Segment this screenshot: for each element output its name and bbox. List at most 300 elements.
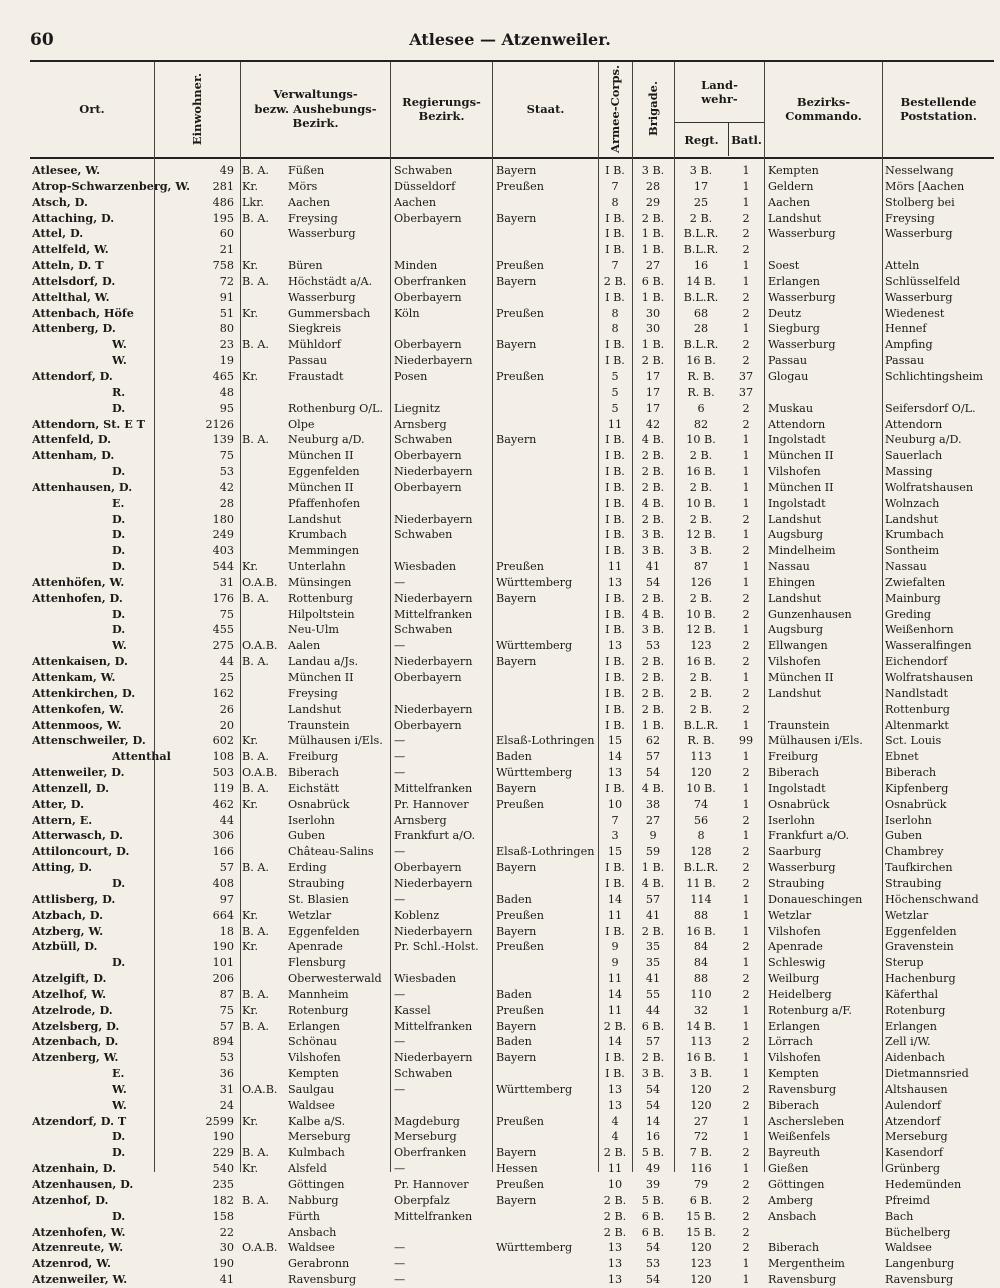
cell-einwohner: 139 bbox=[212, 433, 234, 447]
cell-regt: 10 B. bbox=[686, 496, 716, 510]
cell-batl: 2 bbox=[742, 1241, 750, 1255]
table-row bbox=[30, 987, 994, 1003]
cell-bezirk-typ: B. A. bbox=[242, 1146, 269, 1160]
cell-ort: Attenkaisen, D. bbox=[32, 654, 128, 669]
cell-verwaltung: Oberwesterwald bbox=[288, 972, 382, 986]
cell-verwaltung: Alsfeld bbox=[288, 1162, 327, 1176]
cell-brigade: 44 bbox=[645, 1003, 661, 1017]
cell-batl: 2 bbox=[742, 1178, 750, 1191]
cell-armee: I B. bbox=[605, 1051, 625, 1065]
cell-armee: 2 B. bbox=[603, 1146, 627, 1160]
cell-batl: 1 bbox=[742, 449, 750, 463]
cell-staat: Bayern bbox=[496, 274, 537, 288]
cell-verwaltung: Pfaffenhofen bbox=[288, 496, 361, 510]
cell-verwaltung: Krumbach bbox=[288, 528, 347, 542]
cell-verwaltung: Château-Salins bbox=[288, 845, 374, 859]
table-row bbox=[30, 686, 994, 702]
cell-regt: 12 B. bbox=[686, 623, 716, 637]
cell-batl: 1 bbox=[742, 528, 750, 542]
cell-regt: B.L.R. bbox=[683, 290, 719, 304]
cell-verwaltung: Hilpoltstein bbox=[288, 607, 355, 621]
cell-ort: Atzenrod, W. bbox=[32, 1256, 111, 1271]
cell-staat: Bayern bbox=[496, 924, 537, 938]
table-row bbox=[30, 718, 994, 734]
table-row bbox=[30, 353, 994, 369]
cell-post: Krumbach bbox=[885, 528, 944, 542]
cell-regt: 123 bbox=[690, 1257, 712, 1271]
table-row bbox=[30, 971, 994, 987]
cell-armee: 15 bbox=[607, 845, 623, 859]
cell-verwaltung: Wetzlar bbox=[288, 908, 332, 922]
cell-batl: 1 bbox=[742, 465, 750, 479]
cell-verwaltung: Kulmbach bbox=[288, 1146, 345, 1160]
column-divider bbox=[492, 62, 493, 1172]
cell-regt: 12 B. bbox=[686, 528, 716, 542]
cell-ort: Atzenbach, D. bbox=[32, 1034, 119, 1049]
cell-brigade: 53 bbox=[645, 1257, 661, 1271]
table-row bbox=[30, 622, 994, 638]
cell-bezirk-typ: B. A. bbox=[242, 1193, 269, 1207]
cell-brigade: 16 bbox=[645, 1130, 661, 1144]
cell-staat: Bayern bbox=[496, 1146, 537, 1160]
cell-regierung: Oberpfalz bbox=[394, 1193, 450, 1207]
table-row bbox=[30, 226, 994, 242]
cell-regierung: Frankfurt a/O. bbox=[394, 829, 476, 843]
cell-einwohner: 455 bbox=[212, 623, 234, 637]
cell-post: Büchelberg bbox=[885, 1225, 951, 1239]
cell-staat: Baden bbox=[496, 987, 532, 1001]
cell-batl: 2 bbox=[742, 607, 750, 621]
cell-verwaltung: Freysing bbox=[288, 686, 338, 700]
cell-regt: 116 bbox=[690, 1162, 712, 1176]
cell-regt: 16 B. bbox=[686, 1051, 716, 1065]
cell-armee: 13 bbox=[607, 1273, 623, 1287]
cell-ort: Attenham, D. bbox=[32, 448, 115, 463]
cell-armee: 11 bbox=[607, 1162, 623, 1176]
cell-regt: 2 B. bbox=[689, 480, 713, 494]
cell-kommando: Gießen bbox=[768, 1162, 809, 1176]
cell-regierung: Niederbayern bbox=[394, 591, 473, 605]
cell-batl: 2 bbox=[742, 876, 750, 890]
cell-regierung: Köln bbox=[394, 306, 420, 320]
cell-einwohner: 540 bbox=[212, 1162, 234, 1176]
cell-batl: 2 bbox=[742, 1098, 750, 1112]
cell-armee: 14 bbox=[607, 892, 623, 906]
col-armee bbox=[598, 62, 632, 156]
cell-einwohner: 28 bbox=[219, 496, 234, 510]
cell-regt: R. B. bbox=[687, 369, 715, 383]
cell-verwaltung: Ansbach bbox=[288, 1225, 337, 1239]
cell-ort: Atterwasch, D. bbox=[32, 828, 123, 843]
cell-ort: R. bbox=[112, 384, 126, 399]
cell-bezirk-typ: O.A.B. bbox=[242, 1082, 278, 1096]
cell-armee: I B. bbox=[605, 211, 625, 225]
cell-bezirk-typ: B. A. bbox=[242, 781, 269, 795]
cell-ort: D. bbox=[112, 400, 126, 415]
col-ort: Ort. bbox=[79, 101, 105, 116]
cell-brigade: 6 B. bbox=[641, 1209, 665, 1223]
cell-batl: 1 bbox=[742, 1162, 750, 1176]
cell-staat: Württemberg bbox=[496, 1082, 573, 1096]
cell-batl: 1 bbox=[742, 671, 750, 684]
cell-einwohner: 97 bbox=[219, 892, 234, 906]
cell-regt: 88 bbox=[693, 972, 709, 986]
cell-verwaltung: München II bbox=[288, 449, 354, 463]
cell-brigade: 17 bbox=[645, 385, 661, 399]
cell-regt: 74 bbox=[693, 797, 709, 811]
cell-verwaltung: Nabburg bbox=[288, 1193, 339, 1207]
table-row bbox=[30, 797, 994, 813]
cell-armee: I B. bbox=[605, 544, 625, 558]
cell-post: Taufkirchen bbox=[885, 861, 953, 875]
cell-regierung: Oberbayern bbox=[394, 861, 462, 875]
cell-verwaltung: Freiburg bbox=[288, 750, 339, 764]
col-kommando: Bezirks- Commando. bbox=[764, 62, 882, 156]
cell-armee: 11 bbox=[607, 972, 623, 986]
cell-einwohner: 158 bbox=[212, 1209, 234, 1223]
cell-kommando: Donaueschingen bbox=[768, 892, 863, 906]
table-row bbox=[30, 401, 994, 417]
cell-ort: Attendorn, St. E T bbox=[32, 416, 145, 431]
cell-kommando: Aachen bbox=[768, 195, 811, 209]
cell-ort: W. bbox=[112, 353, 127, 368]
cell-post: Hennef bbox=[885, 322, 927, 336]
cell-bezirk-typ: B. A. bbox=[242, 338, 269, 352]
cell-regt: 2 B. bbox=[689, 449, 713, 463]
cell-einwohner: 190 bbox=[212, 1130, 234, 1144]
cell-kommando: Weilburg bbox=[768, 972, 820, 986]
cell-kommando: Geldern bbox=[768, 179, 814, 193]
cell-verwaltung: Biberach bbox=[288, 766, 340, 780]
cell-regt: 11 B. bbox=[686, 876, 716, 890]
cell-staat: Preußen bbox=[496, 306, 545, 320]
cell-kommando: Wasserburg bbox=[768, 338, 836, 352]
cell-regt: 16 B. bbox=[686, 354, 716, 368]
cell-verwaltung: Wasserburg bbox=[288, 227, 356, 241]
cell-regt: 88 bbox=[693, 908, 709, 922]
cell-post: Altshausen bbox=[885, 1082, 948, 1096]
cell-bezirk-typ: Kr. bbox=[242, 734, 259, 748]
cell-brigade: 57 bbox=[645, 892, 661, 906]
cell-ort: E. bbox=[112, 1066, 125, 1081]
cell-post: Wasseralfingen bbox=[885, 639, 972, 653]
cell-post: Kipfenberg bbox=[885, 781, 949, 795]
cell-regierung: Niederbayern bbox=[394, 465, 473, 479]
cell-regierung: — bbox=[394, 639, 406, 653]
cell-regierung: Schwaben bbox=[394, 433, 453, 447]
cell-ort: Attern, E. bbox=[32, 812, 93, 827]
cell-batl: 2 bbox=[742, 813, 750, 827]
cell-verwaltung: München II bbox=[288, 671, 354, 684]
cell-bezirk-typ: B. A. bbox=[242, 750, 269, 764]
cell-kommando: Ellwangen bbox=[768, 639, 828, 653]
cell-post: Iserlohn bbox=[885, 813, 932, 827]
cell-regierung: Oberfranken bbox=[394, 1146, 467, 1160]
cell-armee: 2 B. bbox=[603, 1193, 627, 1207]
cell-kommando: Vilshofen bbox=[768, 465, 821, 479]
cell-einwohner: 57 bbox=[219, 1019, 234, 1033]
table-row bbox=[30, 417, 994, 433]
table-row bbox=[30, 1161, 994, 1177]
cell-regierung: Niederbayern bbox=[394, 924, 473, 938]
cell-post: Rotenburg bbox=[885, 1003, 946, 1017]
table-row bbox=[30, 369, 994, 385]
cell-post: Ampfing bbox=[885, 338, 933, 352]
cell-brigade: 54 bbox=[645, 1082, 661, 1096]
cell-batl: 2 bbox=[742, 1209, 750, 1223]
table-row bbox=[30, 638, 994, 654]
cell-kommando: Biberach bbox=[768, 1241, 820, 1255]
cell-brigade: 4 B. bbox=[641, 876, 665, 890]
table-row bbox=[30, 337, 994, 353]
cell-einwohner: 108 bbox=[212, 750, 234, 764]
cell-kommando: Traunstein bbox=[768, 718, 830, 732]
cell-armee: 2 B. bbox=[603, 1019, 627, 1033]
cell-einwohner: 20 bbox=[219, 718, 234, 732]
cell-brigade: 1 B. bbox=[641, 290, 665, 304]
cell-ort: Atteln, D. T bbox=[32, 258, 104, 273]
cell-brigade: 2 B. bbox=[641, 655, 665, 669]
cell-brigade: 49 bbox=[645, 1162, 661, 1176]
cell-kommando: Vilshofen bbox=[768, 1051, 821, 1065]
cell-regt: 17 bbox=[693, 179, 709, 193]
cell-einwohner: 72 bbox=[219, 274, 234, 288]
cell-regierung: — bbox=[394, 892, 406, 906]
cell-ort: D. bbox=[112, 606, 126, 621]
column-divider bbox=[154, 62, 155, 1172]
cell-armee: I B. bbox=[605, 465, 625, 479]
cell-post: Wetzlar bbox=[885, 908, 929, 922]
cell-brigade: 27 bbox=[645, 813, 661, 827]
cell-regt: 15 B. bbox=[686, 1225, 716, 1239]
cell-einwohner: 36 bbox=[219, 1067, 234, 1081]
cell-regierung: Mittelfranken bbox=[394, 1209, 473, 1223]
cell-post: Waldsee bbox=[885, 1241, 932, 1255]
cell-kommando: Biberach bbox=[768, 766, 820, 780]
cell-post: Aidenbach bbox=[885, 1051, 945, 1065]
cell-ort: Attelfeld, W. bbox=[32, 242, 109, 257]
cell-batl: 37 bbox=[738, 369, 754, 383]
cell-verwaltung: St. Blasien bbox=[288, 892, 349, 906]
cell-einwohner: 176 bbox=[212, 591, 234, 605]
cell-brigade: 2 B. bbox=[641, 449, 665, 463]
column-divider bbox=[390, 62, 391, 1172]
table-row bbox=[30, 1193, 994, 1209]
cell-verwaltung: Kempten bbox=[288, 1067, 339, 1081]
cell-bezirk-typ: O.A.B. bbox=[242, 639, 278, 653]
cell-verwaltung: Traunstein bbox=[288, 718, 350, 732]
cell-armee: I B. bbox=[605, 591, 625, 605]
cell-armee: I B. bbox=[605, 528, 625, 542]
cell-kommando: Mergentheim bbox=[768, 1257, 845, 1271]
cell-kommando: Ingolstadt bbox=[768, 433, 826, 447]
col-regt: Regt. bbox=[674, 122, 728, 156]
cell-regierung: Wiesbaden bbox=[394, 560, 457, 574]
cell-armee: 11 bbox=[607, 908, 623, 922]
cell-regierung: Mittelfranken bbox=[394, 1019, 473, 1033]
cell-einwohner: 190 bbox=[212, 940, 234, 954]
cell-armee: I B. bbox=[605, 496, 625, 510]
cell-einwohner: 162 bbox=[212, 686, 234, 700]
cell-einwohner: 403 bbox=[212, 544, 234, 558]
cell-regt: 123 bbox=[690, 639, 712, 653]
table-row bbox=[30, 1114, 994, 1130]
cell-batl: 99 bbox=[738, 734, 754, 748]
cell-regierung: Oberbayern bbox=[394, 449, 462, 463]
cell-post: Atteln bbox=[885, 259, 920, 273]
cell-regt: 16 bbox=[693, 259, 709, 273]
table-row bbox=[30, 765, 994, 781]
cell-armee: 9 bbox=[611, 956, 619, 970]
cell-ort: Attenmoos, W. bbox=[32, 717, 122, 732]
cell-armee: 13 bbox=[607, 1241, 623, 1255]
cell-batl: 1 bbox=[742, 560, 750, 574]
table-row bbox=[30, 607, 994, 623]
cell-verwaltung: Rothenburg O/L. bbox=[288, 401, 384, 415]
table-row bbox=[30, 876, 994, 892]
cell-einwohner: 894 bbox=[212, 1035, 234, 1049]
cell-brigade: 3 B. bbox=[641, 544, 665, 558]
cell-regt: 2 B. bbox=[689, 686, 713, 700]
cell-staat: Bayern bbox=[496, 164, 537, 177]
cell-brigade: 3 B. bbox=[641, 1067, 665, 1081]
cell-armee: I B. bbox=[605, 623, 625, 637]
cell-post: Sterup bbox=[885, 956, 924, 970]
cell-batl: 1 bbox=[742, 274, 750, 288]
cell-brigade: 55 bbox=[645, 987, 661, 1001]
cell-regierung: — bbox=[394, 1273, 406, 1287]
cell-batl: 2 bbox=[742, 227, 750, 241]
cell-einwohner: 462 bbox=[212, 797, 234, 811]
cell-staat: Preußen bbox=[496, 259, 545, 273]
cell-batl: 1 bbox=[742, 1003, 750, 1017]
cell-verwaltung: Siegkreis bbox=[288, 322, 342, 336]
cell-kommando: Heidelberg bbox=[768, 987, 832, 1001]
cell-post: Chambrey bbox=[885, 845, 944, 859]
cell-brigade: 6 B. bbox=[641, 1019, 665, 1033]
table-row bbox=[30, 1098, 994, 1114]
cell-regt: 10 B. bbox=[686, 433, 716, 447]
table-row bbox=[30, 1066, 994, 1082]
cell-post: Passau bbox=[885, 354, 925, 368]
cell-bezirk-typ: B. A. bbox=[242, 924, 269, 938]
cell-regt: 120 bbox=[690, 1082, 712, 1096]
cell-armee: 8 bbox=[611, 322, 619, 336]
cell-post: Wolfratshausen bbox=[885, 671, 974, 684]
table-row bbox=[30, 654, 994, 670]
cell-regierung: — bbox=[394, 1035, 406, 1049]
cell-einwohner: 48 bbox=[219, 385, 234, 399]
cell-batl: 2 bbox=[742, 845, 750, 859]
cell-einwohner: 2126 bbox=[205, 417, 234, 431]
cell-batl: 1 bbox=[742, 1257, 750, 1271]
cell-armee: 5 bbox=[611, 401, 619, 415]
cell-ort: D. bbox=[112, 511, 126, 526]
cell-batl: 2 bbox=[742, 401, 750, 415]
cell-bezirk-typ: O.A.B. bbox=[242, 766, 278, 780]
cell-batl: 2 bbox=[742, 544, 750, 558]
table-row bbox=[30, 306, 994, 322]
cell-ort: Attaching, D. bbox=[32, 210, 115, 225]
cell-regt: 126 bbox=[690, 575, 712, 589]
cell-regt: B.L.R. bbox=[683, 338, 719, 352]
cell-brigade: 54 bbox=[645, 1273, 661, 1287]
cell-kommando: Glogau bbox=[768, 369, 809, 383]
cell-staat: Preußen bbox=[496, 1114, 545, 1128]
cell-armee: I B. bbox=[605, 290, 625, 304]
cell-bezirk-typ: Kr. bbox=[242, 179, 259, 193]
table-header bbox=[30, 62, 994, 156]
cell-ort: Atzendorf, D. T bbox=[32, 1113, 127, 1128]
cell-regierung: Liegnitz bbox=[394, 401, 440, 415]
cell-staat: Bayern bbox=[496, 1051, 537, 1065]
cell-ort: Atsch, D. bbox=[32, 194, 88, 209]
cell-bezirk-typ: Kr. bbox=[242, 369, 259, 383]
cell-verwaltung: Aalen bbox=[288, 639, 321, 653]
cell-post: Langenburg bbox=[885, 1257, 955, 1271]
cell-armee: 2 B. bbox=[603, 274, 627, 288]
cell-bezirk-typ: Kr. bbox=[242, 306, 259, 320]
cell-regierung: Magdeburg bbox=[394, 1114, 460, 1128]
cell-bezirk-typ: B. A. bbox=[242, 274, 269, 288]
cell-kommando: Passau bbox=[768, 354, 808, 368]
cell-batl: 2 bbox=[742, 1225, 750, 1239]
cell-verwaltung: Landshut bbox=[288, 702, 342, 716]
cell-brigade: 3 B. bbox=[641, 164, 665, 177]
cell-batl: 2 bbox=[742, 972, 750, 986]
cell-regierung: Niederbayern bbox=[394, 655, 473, 669]
cell-verwaltung: Landau a/Js. bbox=[288, 655, 359, 669]
table-row bbox=[30, 591, 994, 607]
cell-verwaltung: Memmingen bbox=[288, 544, 360, 558]
cell-armee: 13 bbox=[607, 1082, 623, 1096]
cell-staat: Bayern bbox=[496, 591, 537, 605]
cell-ort: Attel, D. bbox=[32, 226, 84, 241]
cell-regt: 79 bbox=[693, 1178, 709, 1191]
cell-ort: Atter, D. bbox=[32, 796, 85, 811]
cell-kommando: Ravensburg bbox=[768, 1273, 837, 1287]
cell-einwohner: 465 bbox=[212, 369, 234, 383]
cell-armee: 2 B. bbox=[603, 1225, 627, 1239]
cell-ort: D. bbox=[112, 464, 126, 479]
cell-einwohner: 190 bbox=[212, 1257, 234, 1271]
cell-post: Neuburg a/D. bbox=[885, 433, 962, 447]
cell-regt: B.L.R. bbox=[683, 718, 719, 732]
cell-armee: 11 bbox=[607, 1003, 623, 1017]
col-verwaltung: Verwaltungs- bezw. Aushebungs- Bezirk. bbox=[240, 62, 390, 156]
table-row bbox=[30, 274, 994, 290]
cell-regierung: Oberbayern bbox=[394, 290, 462, 304]
page-header bbox=[30, 26, 990, 56]
cell-ort: Atzenhain, D. bbox=[32, 1161, 117, 1176]
col-brigade bbox=[632, 62, 674, 156]
cell-einwohner: 602 bbox=[212, 734, 234, 748]
cell-regierung: — bbox=[394, 750, 406, 764]
cell-einwohner: 166 bbox=[212, 845, 234, 859]
table-row bbox=[30, 527, 994, 543]
column-divider bbox=[764, 62, 765, 1172]
cell-regt: 3 B. bbox=[689, 544, 713, 558]
cell-staat: Württemberg bbox=[496, 575, 573, 589]
cell-batl: 2 bbox=[742, 512, 750, 526]
cell-post: Eichendorf bbox=[885, 655, 948, 669]
cell-regierung: Oberbayern bbox=[394, 338, 462, 352]
page-number: 60 bbox=[30, 30, 54, 50]
cell-verwaltung: Apenrade bbox=[288, 940, 343, 954]
cell-brigade: 41 bbox=[645, 972, 661, 986]
cell-armee: 14 bbox=[607, 1035, 623, 1049]
cell-einwohner: 18 bbox=[219, 924, 234, 938]
